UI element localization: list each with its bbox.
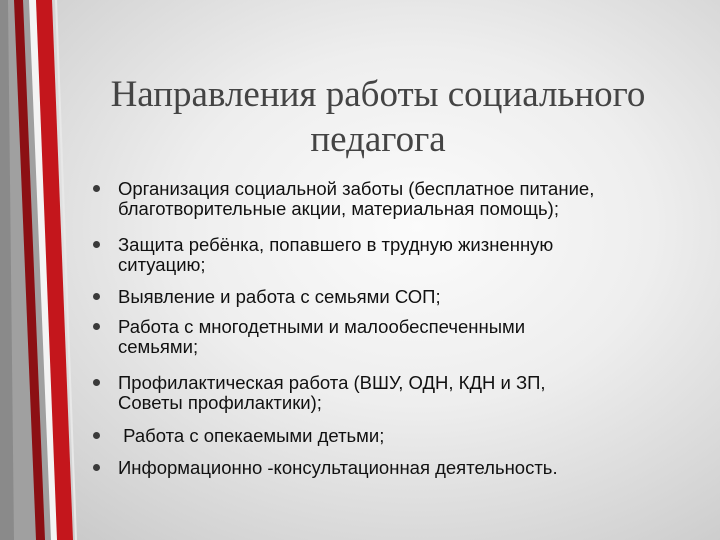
- slide-title-line-2: педагога: [310, 119, 446, 160]
- bullet-dot-icon: [93, 464, 100, 471]
- bullet-text-line-2: ситуацию;: [118, 254, 206, 275]
- bullet-text-line-1: Выявление и работа с семьями СОП;: [118, 286, 441, 307]
- bullet-text-line-1: Работа с опекаемыми детьми;: [118, 425, 385, 446]
- bullet-item-large-families: [93, 317, 673, 357]
- bullet-item-child-protection: [93, 235, 673, 275]
- bullet-text-line-2: Советы профилактики);: [118, 392, 322, 413]
- bullet-dot-icon: [93, 241, 100, 248]
- bullet-item-sop-families: [93, 287, 673, 307]
- bullet-dot-icon: [93, 432, 100, 439]
- bullet-text-line-1: Организация социальной заботы (бесплатное питание,: [118, 178, 595, 199]
- bullet-item-social-care: [93, 179, 673, 219]
- slide-title-line-1: Направления работы социального: [110, 74, 646, 115]
- bullet-item-prevention: [93, 373, 673, 413]
- bullet-item-consulting: [93, 458, 673, 478]
- bullet-text-line-1: Профилактическая работа (ВШУ, ОДН, КДН и ЗП,: [118, 372, 546, 393]
- bullet-item-guardianship: [93, 426, 673, 446]
- bullet-dot-icon: [93, 293, 100, 300]
- bullet-text-line-2: семьями;: [118, 336, 199, 357]
- bullet-text-line-1: Информационно -консультационная деятельность.: [118, 457, 558, 478]
- bullet-text-line-1: Защита ребёнка, попавшего в трудную жизненную: [118, 234, 554, 255]
- bullet-dot-icon: [93, 185, 100, 192]
- bullet-text-line-1: Работа с многодетными и малообеспеченными: [118, 316, 526, 337]
- bullet-dot-icon: [93, 379, 100, 386]
- bullet-dot-icon: [93, 323, 100, 330]
- bullet-text-line-2: благотворительные акции, материальная помощь);: [118, 198, 559, 219]
